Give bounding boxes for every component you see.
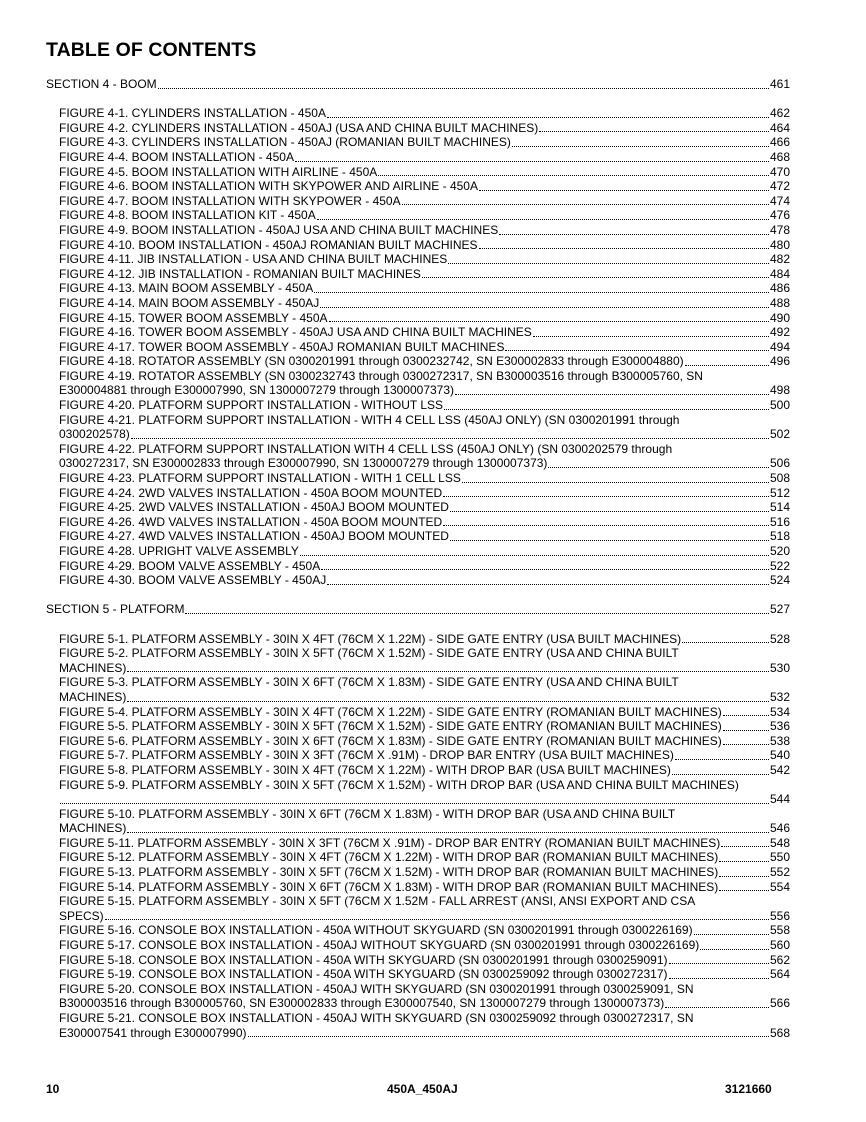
dot-leader: [539, 131, 769, 132]
toc-entry-first-line: FIGURE 5-9. PLATFORM ASSEMBLY - 30IN X 5FT (76CM X 1.52M) - WITH DROP BAR (USA AND CHINA BUILT MACHINES): [59, 777, 739, 792]
dot-leader: [721, 846, 769, 847]
toc-entry[interactable]: [59, 354, 790, 369]
toc-entry-text: FIGURE 4-16. TOWER BOOM ASSEMBLY - 450AJ USA AND CHINA BUILT MACHINES: [59, 325, 532, 340]
dot-leader: [127, 671, 769, 672]
toc-entry-page: 550: [769, 850, 790, 865]
toc-entry-page: 496: [769, 354, 790, 369]
toc-entry-page: 472: [769, 179, 790, 194]
toc-entry-page: 556: [769, 908, 790, 923]
toc-entry-text: FIGURE 4-27. 4WD VALVES INSTALLATION - 450AJ BOOM MOUNTED: [59, 529, 449, 544]
toc-entry-page: 540: [769, 748, 790, 763]
dot-leader: [719, 861, 769, 862]
toc-entry-page: 514: [769, 500, 790, 515]
toc-entry-page: 498: [769, 383, 790, 398]
dot-leader: [185, 613, 769, 614]
toc-entry-text: FIGURE 5-1. PLATFORM ASSEMBLY - 30IN X 4FT (76CM X 1.22M) - SIDE GATE ENTRY (USA BUILT MACHINES): [59, 631, 682, 646]
dot-leader: [512, 146, 769, 147]
dot-leader: [533, 336, 769, 337]
toc-entry-text: FIGURE 4-20. PLATFORM SUPPORT INSTALLATION - WITHOUT LSS: [59, 398, 444, 413]
toc-entry[interactable]: [59, 325, 790, 340]
toc-entry-text: FIGURE 4-9. BOOM INSTALLATION - 450AJ USA AND CHINA BUILT MACHINES: [59, 222, 499, 237]
dot-leader: [455, 394, 769, 395]
toc-entry[interactable]: [59, 340, 790, 355]
dot-leader: [317, 219, 769, 220]
toc-entry-page: 464: [769, 120, 790, 135]
section-heading-text: SECTION 5 - PLATFORM: [46, 602, 185, 617]
toc-entry[interactable]: [59, 748, 790, 763]
dot-leader: [295, 161, 769, 162]
toc-entry-text: FIGURE 5-12. PLATFORM ASSEMBLY - 30IN X 4FT (76CM X 1.22M) - WITH DROP BAR (ROMANIAN BUILT MACHINES): [59, 850, 719, 865]
toc-entry-text: FIGURE 5-8. PLATFORM ASSEMBLY - 30IN X 4FT (76CM X 1.22M) - WITH DROP BAR (USA BUILT MACHINES): [59, 762, 671, 777]
toc-entry-page: 500: [769, 398, 790, 413]
toc-entry-text: FIGURE 5-6. PLATFORM ASSEMBLY - 30IN X 6FT (76CM X 1.83M) - SIDE GATE ENTRY (ROMANIAN BUILT MACHINES): [59, 733, 722, 748]
dot-leader: [723, 744, 769, 745]
toc-entry[interactable]: [59, 763, 790, 778]
dot-leader: [60, 803, 769, 804]
toc-entry-page: 490: [769, 310, 790, 325]
dot-leader: [314, 292, 769, 293]
toc-entry-text: FIGURE 4-5. BOOM INSTALLATION WITH AIRLINE - 450A: [59, 164, 378, 179]
toc-entry-page: 484: [769, 266, 790, 281]
toc-entry-page: 546: [769, 821, 790, 836]
toc-entry-page: 508: [769, 471, 790, 486]
dot-leader: [669, 978, 769, 979]
toc-entry-first-line: FIGURE 4-21. PLATFORM SUPPORT INSTALLATION - WITH 4 CELL LSS (450AJ ONLY) (SN 0300201991 through: [59, 412, 680, 427]
table-of-contents: [0, 77, 866, 1040]
dot-leader: [158, 88, 769, 89]
toc-entry-text: FIGURE 4-25. 2WD VALVES INSTALLATION - 450AJ BOOM MOUNTED: [59, 500, 449, 515]
toc-entry-first-line: FIGURE 5-20. CONSOLE BOX INSTALLATION - 450AJ WITH SKYGUARD (SN 0300201991 through 0300259091, SN: [59, 981, 694, 996]
toc-entry[interactable]: [59, 179, 790, 194]
toc-entry[interactable]: [59, 471, 790, 486]
section-heading[interactable]: [46, 602, 790, 617]
dot-leader: [248, 1036, 769, 1037]
toc-entry[interactable]: [59, 500, 790, 515]
toc-entry-page: 502: [769, 427, 790, 442]
toc-entry[interactable]: [59, 690, 790, 705]
toc-entry-text: FIGURE 4-11. JIB INSTALLATION - USA AND CHINA BUILT MACHINES: [59, 252, 448, 267]
toc-entry-first-line: FIGURE 5-10. PLATFORM ASSEMBLY - 30IN X 6FT (76CM X 1.83M) - WITH DROP BAR (USA AND CHINA BUILT: [59, 806, 676, 821]
dot-leader: [105, 919, 769, 920]
toc-entry-page: 538: [769, 733, 790, 748]
dot-leader: [327, 117, 769, 118]
toc-entry-first-line: FIGURE 5-3. PLATFORM ASSEMBLY - 30IN X 6FT (76CM X 1.83M) - SIDE GATE ENTRY (USA AND CHINA BUILT: [59, 675, 679, 690]
dot-leader: [320, 307, 769, 308]
toc-entry-page: 536: [769, 719, 790, 734]
dot-leader: [479, 248, 769, 249]
toc-entry-text: MACHINES): [59, 660, 127, 675]
toc-entry-text: FIGURE 4-13. MAIN BOOM ASSEMBLY - 450A: [59, 281, 314, 296]
dot-leader: [700, 949, 769, 950]
dot-leader: [131, 438, 769, 439]
dot-leader: [444, 409, 769, 410]
toc-entry[interactable]: [59, 223, 790, 238]
toc-entry-page: 474: [769, 193, 790, 208]
dot-leader: [669, 963, 769, 964]
toc-entry-text: E300007541 through E300007990): [59, 1025, 247, 1040]
toc-entry-text: FIGURE 4-6. BOOM INSTALLATION WITH SKYPOWER AND AIRLINE - 450A: [59, 179, 478, 194]
dot-leader: [422, 277, 769, 278]
toc-entry[interactable]: [59, 515, 790, 530]
dot-leader: [443, 525, 769, 526]
toc-entry-page: 518: [769, 529, 790, 544]
toc-entry-text: FIGURE 4-15. TOWER BOOM ASSEMBLY - 450A: [59, 310, 328, 325]
toc-entry-page: 520: [769, 544, 790, 558]
toc-entry-page: 468: [769, 149, 790, 164]
dot-leader: [499, 234, 769, 235]
toc-entry-page: 470: [769, 164, 790, 179]
toc-entry[interactable]: [59, 632, 790, 647]
toc-entry[interactable]: [59, 792, 790, 807]
toc-entry-text: FIGURE 4-4. BOOM INSTALLATION - 450A: [59, 149, 294, 164]
toc-entry[interactable]: [59, 252, 790, 267]
dot-leader: [694, 934, 769, 935]
toc-entry[interactable]: [59, 486, 790, 501]
toc-entry-first-line: FIGURE 4-22. PLATFORM SUPPORT INSTALLATION WITH 4 CELL LSS (450AJ ONLY) (SN 0300202579 through: [59, 441, 673, 456]
dot-leader: [402, 204, 769, 205]
toc-entry-text: FIGURE 5-7. PLATFORM ASSEMBLY - 30IN X 3FT (76CM X .91M) - DROP BAR ENTRY (USA BUILT MACHINES): [59, 748, 674, 763]
toc-entry-page: 568: [769, 1025, 790, 1040]
toc-entry-text: FIGURE 5-18. CONSOLE BOX INSTALLATION - 450A WITH SKYGUARD (SN 0300201991 through 0300259091): [59, 952, 668, 967]
toc-entry-page: 478: [769, 222, 790, 237]
toc-entry-page: 552: [769, 865, 790, 880]
section-spacer: [0, 617, 866, 632]
footer-doc-number: 3121660: [725, 1082, 772, 1096]
toc-entry-page: 482: [769, 252, 790, 267]
toc-entry-text: FIGURE 4-1. CYLINDERS INSTALLATION - 450A: [59, 106, 326, 121]
dot-leader: [300, 555, 769, 556]
dot-leader: [450, 511, 769, 512]
toc-entry-text: FIGURE 4-2. CYLINDERS INSTALLATION - 450AJ (USA AND CHINA BUILT MACHINES): [59, 120, 539, 135]
toc-entry-page: 522: [769, 558, 790, 573]
toc-entry-text: FIGURE 5-14. PLATFORM ASSEMBLY - 30IN X 6FT (76CM X 1.83M) - WITH DROP BAR (ROMANIAN BUILT MACHINES): [59, 879, 719, 894]
toc-entry[interactable]: [59, 311, 790, 326]
toc-entry[interactable]: [59, 1026, 790, 1041]
dot-leader: [723, 730, 769, 731]
footer-page-number: 10: [46, 1082, 60, 1096]
dot-leader: [672, 774, 769, 775]
toc-entry-page: 558: [769, 923, 790, 938]
toc-entry[interactable]: [59, 150, 790, 165]
toc-entry-text: FIGURE 4-29. BOOM VALVE ASSEMBLY - 450A: [59, 558, 321, 573]
section-spacer: [0, 588, 866, 603]
toc-entry-text: MACHINES): [59, 821, 127, 836]
toc-entry-page: 542: [769, 762, 790, 777]
toc-entry[interactable]: [59, 383, 790, 398]
toc-entry-text: MACHINES): [59, 689, 127, 704]
page-title: TABLE OF CONTENTS: [46, 39, 257, 61]
toc-entry[interactable]: [59, 427, 790, 442]
dot-leader: [548, 467, 769, 468]
dot-leader: [723, 715, 769, 716]
toc-entry[interactable]: [59, 529, 790, 544]
toc-entry[interactable]: [59, 573, 790, 588]
dot-leader: [675, 759, 769, 760]
toc-entry-page: 544: [769, 792, 790, 807]
dot-leader: [127, 701, 769, 702]
toc-entry-first-line: FIGURE 5-2. PLATFORM ASSEMBLY - 30IN X 5FT (76CM X 1.52M) - SIDE GATE ENTRY (USA AND CHINA BUILT: [59, 646, 679, 661]
toc-entry-text: FIGURE 4-30. BOOM VALVE ASSEMBLY - 450AJ: [59, 573, 327, 588]
toc-entry[interactable]: [59, 106, 790, 121]
dot-leader: [327, 584, 769, 585]
toc-entry-text: FIGURE 4-18. ROTATOR ASSEMBLY (SN 0300201991 through 0300232742, SN E300002833 through E300004880): [59, 354, 684, 369]
section-heading-text: SECTION 4 - BOOM: [46, 77, 157, 91]
toc-entry-page: 512: [769, 485, 790, 500]
dot-leader: [719, 890, 769, 891]
toc-entry-text: FIGURE 5-4. PLATFORM ASSEMBLY - 30IN X 4FT (76CM X 1.22M) - SIDE GATE ENTRY (ROMANIAN BUILT MACHINES): [59, 704, 722, 719]
toc-entry[interactable]: [59, 456, 790, 471]
dot-leader: [448, 263, 769, 264]
toc-entry-page: 564: [769, 967, 790, 982]
dot-leader: [479, 190, 769, 191]
section-heading-page: 461: [769, 77, 790, 91]
toc-entry-page: 494: [769, 339, 790, 354]
dot-leader: [719, 876, 769, 877]
toc-entry-text: FIGURE 5-17. CONSOLE BOX INSTALLATION - 450AJ WITHOUT SKYGUARD (SN 0300201991 through 0300226169): [59, 938, 700, 953]
toc-entry[interactable]: [59, 938, 790, 953]
toc-entry-page: 554: [769, 879, 790, 894]
toc-entry-page: 562: [769, 952, 790, 967]
toc-entry-page: 480: [769, 237, 790, 252]
toc-entry-text: FIGURE 4-12. JIB INSTALLATION - ROMANIAN BUILT MACHINES: [59, 266, 421, 281]
toc-entry-text: FIGURE 5-11. PLATFORM ASSEMBLY - 30IN X 3FT (76CM X .91M) - DROP BAR ENTRY (ROMANIAN BUILT MACHINES): [59, 835, 721, 850]
footer-model: 450A_450AJ: [387, 1082, 458, 1096]
toc-entry[interactable]: [59, 559, 790, 574]
toc-entry-text: FIGURE 4-7. BOOM INSTALLATION WITH SKYPOWER - 450A: [59, 193, 401, 208]
toc-entry-text: FIGURE 4-10. BOOM INSTALLATION - 450AJ ROMANIAN BUILT MACHINES: [59, 237, 478, 252]
toc-entry[interactable]: [59, 267, 790, 282]
toc-entry-page: 560: [769, 938, 790, 953]
toc-entry-text: FIGURE 4-28. UPRIGHT VALVE ASSEMBLY: [59, 544, 299, 558]
section-heading[interactable]: [46, 77, 790, 92]
toc-entry-text: 0300272317, SN E300002833 through E300007990, SN 1300007279 through 1300007373): [59, 456, 548, 471]
toc-entry[interactable]: [59, 967, 790, 982]
toc-entry-page: 486: [769, 281, 790, 296]
dot-leader: [505, 350, 769, 351]
dot-leader: [443, 496, 769, 497]
toc-entry-page: 462: [769, 106, 790, 121]
toc-entry[interactable]: [59, 661, 790, 676]
dot-leader: [321, 569, 769, 570]
toc-entry-text: 0300202578): [59, 427, 130, 442]
toc-entry-text: B300003516 through B300005760, SN E300002833 through E300007540, SN 1300007279 through 1300007373): [59, 996, 665, 1011]
toc-entry[interactable]: [59, 880, 790, 895]
toc-entry-first-line: FIGURE 4-19. ROTATOR ASSEMBLY (SN 0300232743 through 0300272317, SN B300003516 through B300005760, SN: [59, 368, 703, 383]
dot-leader: [682, 642, 769, 643]
toc-entry-page: 528: [769, 631, 790, 646]
dot-leader: [127, 832, 769, 833]
toc-entry-page: 466: [769, 135, 790, 150]
toc-entry-text: SPECS): [59, 908, 104, 923]
toc-entry-page: 548: [769, 835, 790, 850]
dot-leader: [378, 175, 769, 176]
toc-entry[interactable]: [59, 194, 790, 209]
toc-entry[interactable]: [59, 121, 790, 136]
toc-entry-text: FIGURE 4-24. 2WD VALVES INSTALLATION - 450A BOOM MOUNTED: [59, 485, 443, 500]
toc-entry-text: FIGURE 5-5. PLATFORM ASSEMBLY - 30IN X 5FT (76CM X 1.52M) - SIDE GATE ENTRY (ROMANIAN BUILT MACHINES): [59, 719, 722, 734]
toc-entry[interactable]: [59, 208, 790, 223]
toc-entry-page: 566: [769, 996, 790, 1011]
toc-entry-text: FIGURE 4-14. MAIN BOOM ASSEMBLY - 450AJ: [59, 295, 320, 310]
dot-leader: [462, 482, 769, 483]
toc-entry-page: 534: [769, 704, 790, 719]
toc-entry-first-line: FIGURE 5-21. CONSOLE BOX INSTALLATION - 450AJ WITH SKYGUARD (SN 0300259092 through 0300272317, SN: [59, 1011, 694, 1025]
toc-entry-page: 476: [769, 208, 790, 223]
dot-leader: [685, 365, 769, 366]
toc-entry[interactable]: [59, 296, 790, 311]
toc-entry-page: 516: [769, 514, 790, 529]
toc-entry-page: 488: [769, 295, 790, 310]
toc-entry[interactable]: [59, 238, 790, 253]
section-spacer: [0, 92, 866, 107]
toc-entry-text: FIGURE 4-26. 4WD VALVES INSTALLATION - 450A BOOM MOUNTED: [59, 514, 443, 529]
toc-entry[interactable]: [59, 996, 790, 1011]
toc-entry-text: FIGURE 5-16. CONSOLE BOX INSTALLATION - 450A WITHOUT SKYGUARD (SN 0300201991 through 0300226169): [59, 923, 693, 938]
toc-entry-text: FIGURE 4-3. CYLINDERS INSTALLATION - 450AJ (ROMANIAN BUILT MACHINES): [59, 135, 511, 150]
toc-entry-page: 532: [769, 689, 790, 704]
dot-leader: [329, 321, 769, 322]
toc-entry-text: FIGURE 5-13. PLATFORM ASSEMBLY - 30IN X 5FT (76CM X 1.52M) - WITH DROP BAR (ROMANIAN BUILT MACHINES): [59, 865, 719, 880]
toc-entry-first-line: FIGURE 5-15. PLATFORM ASSEMBLY - 30IN X 5FT (76CM X 1.52M - FALL ARREST (ANSI, ANSI EXPORT AND CSA: [59, 894, 696, 909]
toc-entry[interactable]: [59, 398, 790, 413]
toc-entry-page: 492: [769, 325, 790, 340]
toc-entry-page: 530: [769, 660, 790, 675]
toc-entry[interactable]: [59, 544, 790, 559]
toc-entry-text: FIGURE 5-19. CONSOLE BOX INSTALLATION - 450A WITH SKYGUARD (SN 0300259092 through 0300272317): [59, 967, 668, 982]
toc-entry-text: FIGURE 4-23. PLATFORM SUPPORT INSTALLATION - WITH 1 CELL LSS: [59, 471, 461, 486]
toc-entry-page: 524: [769, 573, 790, 588]
toc-entry[interactable]: [59, 165, 790, 180]
toc-entry[interactable]: [59, 850, 790, 865]
toc-entry[interactable]: [59, 719, 790, 734]
section-heading-page: 527: [769, 602, 790, 617]
toc-entry[interactable]: [59, 281, 790, 296]
toc-entry[interactable]: [59, 705, 790, 720]
toc-entry[interactable]: [59, 865, 790, 880]
toc-entry[interactable]: [59, 821, 790, 836]
toc-entry-text: FIGURE 4-8. BOOM INSTALLATION KIT - 450A: [59, 208, 316, 223]
toc-entry-text: E300004881 through E300007990, SN 1300007279 through 1300007373): [59, 383, 455, 398]
dot-leader: [450, 540, 769, 541]
toc-entry-text: FIGURE 4-17. TOWER BOOM ASSEMBLY - 450AJ ROMANIAN BUILT MACHINES: [59, 339, 505, 354]
dot-leader: [665, 1007, 769, 1008]
toc-entry[interactable]: [59, 836, 790, 851]
toc-entry[interactable]: [59, 135, 790, 150]
toc-entry[interactable]: [59, 923, 790, 938]
toc-entry[interactable]: [59, 734, 790, 749]
toc-entry[interactable]: [59, 953, 790, 968]
toc-entry[interactable]: [59, 909, 790, 924]
toc-entry-page: 506: [769, 456, 790, 471]
